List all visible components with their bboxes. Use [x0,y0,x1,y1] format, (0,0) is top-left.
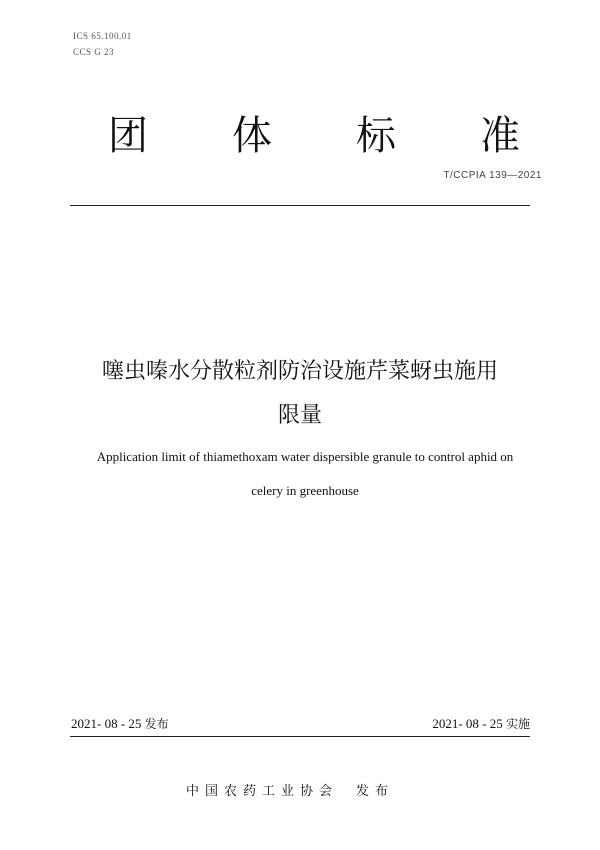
ics-code: ICS 65.100.01 [73,31,132,41]
chinese-title [0,350,600,438]
publisher-line [0,780,580,799]
implementation-date [432,715,530,732]
english-title-line: Application limit of thiamethoxam water dispersible granule to control aphid on [96,449,514,464]
classification-codes [73,28,132,60]
standard-type-char: 标 [356,113,396,159]
english-title-line: celery in greenhouse [251,483,359,498]
publisher-name: 中国农药工业协会 [185,784,338,799]
implementation-date-value: 2021- 08 - 25 [432,716,503,731]
standard-type-char: 团 [108,113,148,159]
issue-date-label: 发布 [144,717,169,731]
standard-type-char: 准 [480,113,520,159]
top-divider [70,205,530,206]
implementation-date-label: 实施 [505,717,530,731]
english-title [0,440,600,508]
publisher-action: 发布 [356,784,395,799]
ccs-code: CCS G 23 [73,47,115,57]
standard-type-char: 体 [232,113,272,159]
standard-number: T/CCPIA 139—2021 [443,170,542,181]
chinese-title-line: 限量 [277,403,322,428]
chinese-title-line: 噻虫嗪水分散粒剂防治设施芹菜蚜虫施用 [101,359,498,384]
bottom-divider [70,736,530,737]
issue-date [71,715,169,732]
standard-type-heading [108,108,520,164]
issue-date-value: 2021- 08 - 25 [71,716,142,731]
